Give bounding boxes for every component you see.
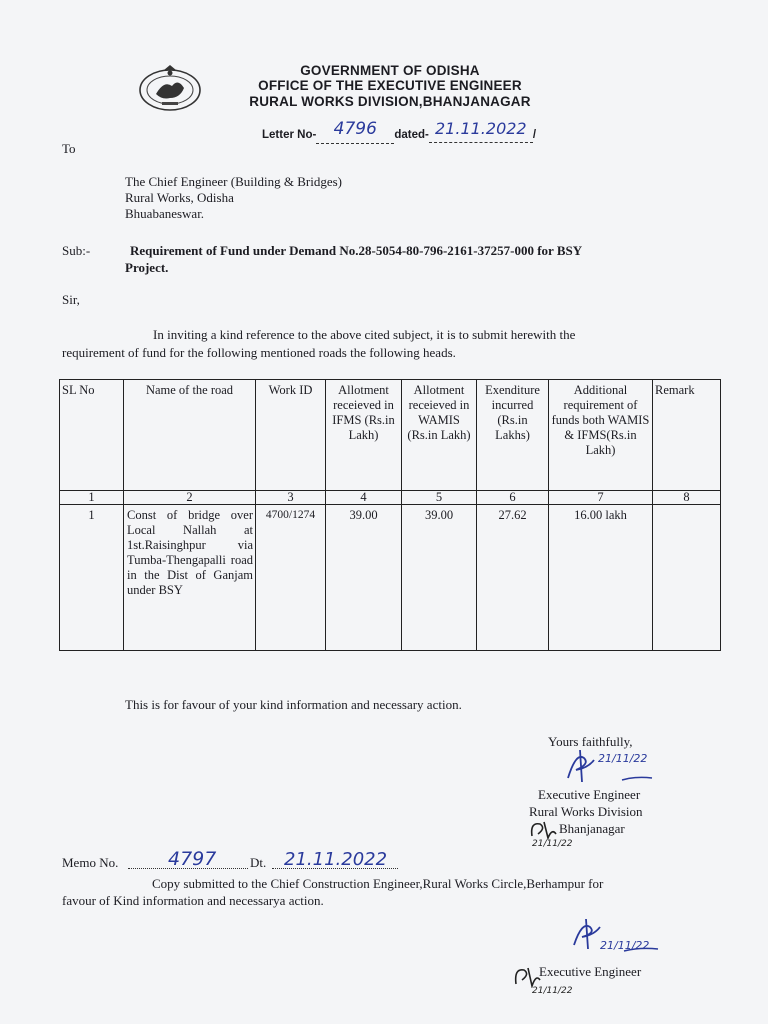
table-header-row	[60, 380, 721, 491]
initial-date: 21/11/22	[532, 839, 573, 849]
signatory-title: Executive Engineer	[538, 787, 641, 802]
subject-line1: Requirement of Fund under Demand No.28-5054-80-796-2161-37257-000 for BSY	[130, 243, 583, 258]
odisha-emblem-icon	[134, 64, 206, 119]
signatory-place: Bhanjanagar	[559, 821, 625, 836]
letter-number-line	[262, 119, 537, 144]
header-cell: SL No	[60, 380, 124, 491]
signatory-office: Rural Works Division	[529, 804, 643, 819]
header-government: GOVERNMENT OF ODISHA	[300, 63, 480, 78]
memo-label: Memo No.	[62, 855, 119, 870]
table-row	[60, 505, 721, 651]
additional-requirement-cell: 16.00 lakh	[549, 505, 653, 651]
dated-label: dated-	[394, 129, 429, 141]
closing-line: This is for favour of your kind information and necessary action.	[125, 697, 462, 712]
header-cell: Work ID	[256, 380, 326, 491]
work-id-cell: 4700/1274	[256, 505, 326, 651]
addressee-line3: Bhuabaneswar.	[125, 206, 205, 221]
addressee-line2: Rural Works, Odisha	[125, 190, 234, 205]
signature-date: 21/11/22	[598, 752, 648, 765]
salutation: Sir,	[62, 292, 80, 307]
intro-line2: requirement of fund for the following mentioned roads the following heads.	[62, 345, 456, 360]
signatory-2-title: Executive Engineer	[539, 964, 642, 979]
letter-trail: /	[532, 129, 537, 141]
column-number: 4	[326, 491, 402, 505]
addressee-line1: The Chief Engineer (Building & Bridges)	[125, 174, 342, 189]
header-cell: Allotment receieved in IFMS (Rs.in Lakh)	[326, 380, 402, 491]
memo-number: 4797	[168, 848, 217, 870]
header-cell: Remark	[653, 380, 721, 491]
sl-no-cell: 1	[60, 505, 124, 651]
column-number: 6	[477, 491, 549, 505]
expenditure-cell: 27.62	[477, 505, 549, 651]
header-office: OFFICE OF THE EXECUTIVE ENGINEER	[258, 78, 522, 93]
letter-date: 21.11.2022	[435, 119, 527, 138]
letter-number: 4796	[333, 119, 377, 139]
letter-label: Letter No-	[262, 129, 317, 141]
wamis-allotment-cell: 39.00	[402, 505, 477, 651]
column-number: 7	[549, 491, 653, 505]
remark-cell	[653, 505, 721, 651]
road-name-cell: Const of bridge over Local Nallah at 1st.Raisinghpur via Tumba-Thengapalli road in the Dist of Ganjam under BSY	[124, 505, 256, 651]
fund-requirement-table	[59, 379, 721, 651]
column-number: 1	[60, 491, 124, 505]
yours-faithfully: Yours faithfully,	[548, 734, 633, 749]
initial-mark-2	[512, 962, 542, 988]
header-division: RURAL WORKS DIVISION,BHANJANAGAR	[249, 94, 531, 109]
subject-line2: Project.	[125, 260, 169, 275]
memo-line1: Copy submitted to the Chief Construction Engineer,Rural Works Circle,Berhampur for	[152, 876, 604, 891]
memo-date: 21.11.2022	[284, 849, 388, 870]
memo-dt-label: Dt.	[250, 855, 267, 870]
header-cell: Additional requirement of funds both WAMIS & IFMS(Rs.in Lakh)	[549, 380, 653, 491]
subject-label: Sub:-	[62, 243, 91, 258]
to-label: To	[62, 141, 76, 156]
initial-mark	[528, 818, 558, 840]
initial-2-date: 21/11/22	[532, 986, 573, 996]
header-cell: Exenditure incurred (Rs.in Lakhs)	[477, 380, 549, 491]
column-number: 3	[256, 491, 326, 505]
table-number-row	[60, 491, 721, 505]
column-number: 2	[124, 491, 256, 505]
header-cell: Allotment receieved in WAMIS (Rs.in Lakh)	[402, 380, 477, 491]
header-cell: Name of the road	[124, 380, 256, 491]
column-number: 5	[402, 491, 477, 505]
signature-2-date: 21/11/22	[600, 939, 650, 952]
ifms-allotment-cell: 39.00	[326, 505, 402, 651]
column-number: 8	[653, 491, 721, 505]
memo-line2: favour of Kind information and necessarya action.	[62, 893, 324, 908]
intro-line1: In inviting a kind reference to the above cited subject, it is to submit herewith the	[153, 327, 576, 342]
